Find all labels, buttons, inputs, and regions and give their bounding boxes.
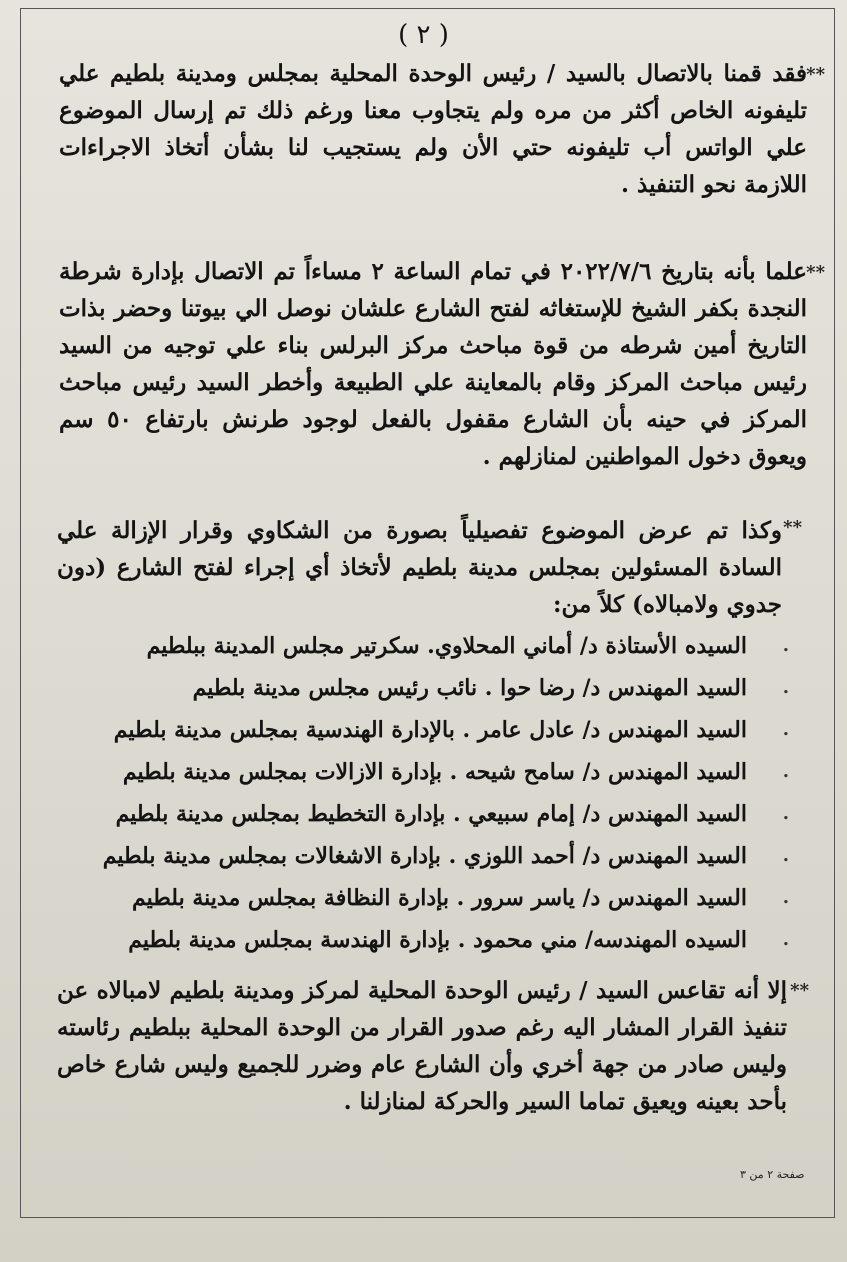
- list-item: [47, 919, 789, 961]
- list-bullet: .: [782, 677, 789, 698]
- list-item: [47, 877, 789, 919]
- official-entry: السيد المهندس د/ رضا حوا . نائب رئيس مجلس مدينة بلطيم: [192, 675, 747, 701]
- list-bullet: .: [782, 803, 789, 824]
- official-entry: السيد المهندس د/ إمام سبيعي . بإدارة التخطيط بمجلس مدينة بلطيم: [115, 801, 747, 827]
- list-item: [47, 709, 789, 751]
- list-item: [47, 793, 789, 835]
- official-entry: السيد المهندس د/ أحمد اللوزي . بإدارة الاشغالات بمجلس مدينة بلطيم: [102, 843, 747, 869]
- paragraph-marker: **: [806, 64, 825, 85]
- official-entry: السيده الأستاذة د/ أماني المحلاوي. سكرتير مجلس المدينة ببلطيم: [146, 633, 747, 659]
- paragraph-marker: **: [783, 517, 802, 538]
- list-bullet: .: [782, 761, 789, 782]
- official-entry: السيد المهندس د/ سامح شيحه . بإدارة الازالات بمجلس مدينة بلطيم: [122, 759, 747, 785]
- official-entry: السيد المهندس د/ ياسر سرور . بإدارة النظافة بمجلس مدينة بلطيم: [131, 885, 747, 911]
- paragraph-3: وكذا تم عرض الموضوع تفصيلياً بصورة من الشكاوي وقرار الإزالة علي السادة المسئولين بمجلس مدينة بلطيم لأتخاذ أي إجراء لفتح الشارع (دون جدوي ولامبالاه) كلاً من:: [57, 517, 782, 618]
- list-bullet: .: [782, 635, 789, 656]
- page-footer: صفحة ٢ من ٣: [740, 1168, 805, 1181]
- list-bullet: .: [782, 845, 789, 866]
- list-bullet: .: [782, 929, 789, 950]
- list-item: [47, 835, 789, 877]
- paragraph-1: فقد قمنا بالاتصال بالسيد / رئيس الوحدة المحلية بمجلس ومدينة بلطيم علي تليفونه الخاص أكثر من مره ولم يتجاوب معنا ورغم ذلك تم إرسال الموضوع علي الواتس أب تليفونه حتي الأن ولم يستجيب لنا بشأن أتخاذ الاجراءات اللازمة نحو التنفيذ .: [59, 60, 807, 198]
- officials-list: [47, 625, 789, 961]
- list-item: [47, 667, 789, 709]
- list-item: [47, 625, 789, 667]
- list-bullet: .: [782, 719, 789, 740]
- paragraph-marker: **: [806, 262, 825, 283]
- paragraph-4: إلا أنه تقاعس السيد / رئيس الوحدة المحلية لمركز ومدينة بلطيم لامبالاه عن تنفيذ القرار المشار اليه رغم صدور القرار من الوحدة المحلية ببلطيم رئاسته وليس صادر من جهة أخري وأن الشارع عام وضرر للجميع وليس شارع خاص بأحد بعينه ويعيق تماما السير والحركة لمنازلنا .: [57, 977, 787, 1115]
- official-entry: السيد المهندس د/ عادل عامر . بالإدارة الهندسية بمجلس مدينة بلطيم: [113, 717, 747, 743]
- paragraph-2: علما بأنه بتاريخ ٢٠٢٢/٧/٦ في تمام الساعة ٢ مساءاً تم الاتصال بإدارة شرطة النجدة بكفر الشيخ للإستغاثه لفتح الشارع علشان نوصل الي بيوتنا وحضر بذات التاريخ أمين شرطه من قوة مباحث مركز البرلس بناء علي توجيه من السيد رئيس مباحث المركز وقام بالمعاينة علي الطبيعة وأخطر السيد رئيس مباحث المركز في حينه بأن الشارع مقفول بالفعل لوجود طرنش بارتفاع ٥٠ سم ويعوق دخول المواطنين لمنازلهم .: [59, 258, 808, 470]
- page-number: ( ٢ ): [398, 20, 449, 50]
- list-bullet: .: [782, 887, 789, 908]
- paragraph-marker: **: [790, 980, 809, 1001]
- list-item: [47, 751, 789, 793]
- official-entry: السيده المهندسه/ مني محمود . بإدارة الهندسة بمجلس مدينة بلطيم: [128, 927, 747, 953]
